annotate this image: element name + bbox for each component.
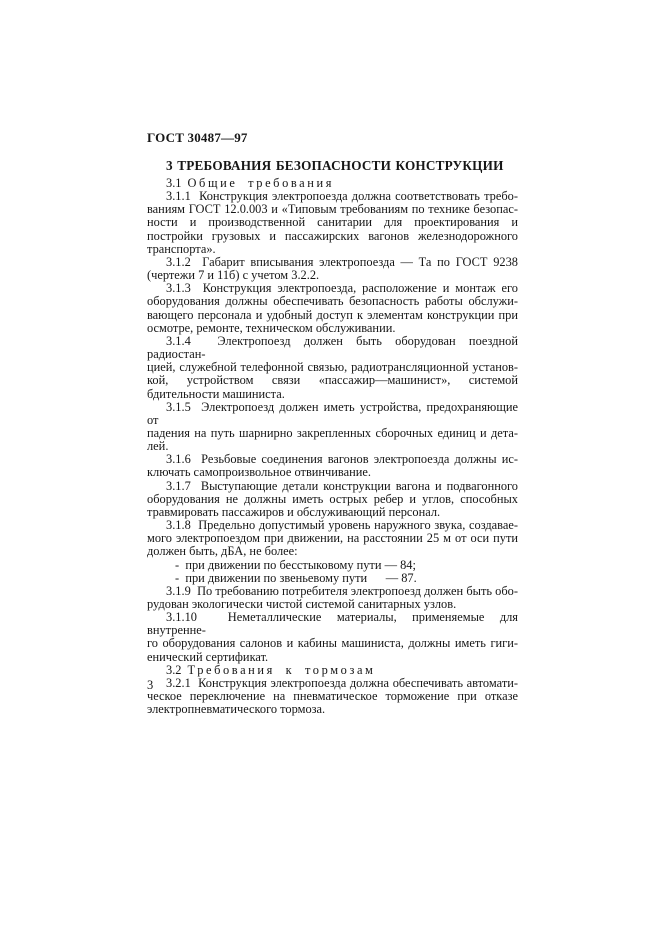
paragraph-line: травмировать пассажиров и обслуживающий персонал. [147, 504, 441, 519]
paragraph-line: электропневматического тормоза. [147, 702, 326, 717]
page-number: 3 [147, 678, 154, 692]
paragraph-line: 3.2.1 Конструкция электропоезда должна обеспечивать автомати- [166, 675, 518, 690]
paragraph-line: мого электропоездом при движении, на расстоянии 25 м от оси пути [147, 531, 518, 546]
paragraph-line: лей. [147, 439, 169, 454]
paragraph-line: должен быть, дБА, не более: [147, 544, 298, 559]
paragraph-line: 3.1.10 Неметаллические материалы, применяемые для внутренне- [147, 610, 518, 638]
paragraph-line: оборудования должны обеспечивать безопасность работы обслужи- [147, 294, 518, 309]
paragraph-line: рудован экологически чистой системой санитарных узлов. [147, 597, 457, 611]
document-body [147, 177, 518, 716]
running-header: ГОСТ 30487—97 [147, 130, 248, 145]
paragraph-line: цией, служебной телефонной связью, радиотрансляционной установ- [147, 360, 518, 375]
paragraph-line: вающего персонала и удобный доступ к элементам конструкции при [147, 307, 518, 322]
paragraph-line: 3.1.1 Конструкция электропоезда должна соответствовать требо- [166, 189, 518, 204]
paragraph-line: 3.1.7 Выступающие детали конструкции вагона и подвагонного [166, 478, 518, 493]
list-item-line: - при движении по звеньевому пути — 87. [175, 570, 417, 585]
list-item-line: - при движении по бесстыковому пути — 84; [175, 557, 416, 572]
paragraph-line: ческое переключение на пневматическое торможение при отказе [147, 689, 518, 704]
paragraph-line: 3.1.3 Конструкция электропоезда, расположение и монтаж его [166, 281, 518, 296]
paragraph-line: (чертежи 7 и 11б) с учетом 3.2.2. [147, 268, 320, 283]
subsection-number: 3.1 [166, 176, 182, 190]
paragraph-line: енический сертификат. [147, 649, 269, 664]
paragraph-line: ключать самопроизвольное отвинчивание. [147, 465, 371, 480]
paragraph-line: осмотре, ремонте, техническом обслуживании. [147, 320, 396, 335]
section-heading: 3 ТРЕБОВАНИЯ БЕЗОПАСНОСТИ КОНСТРУКЦИИ [166, 158, 504, 173]
paragraph-line: 3.1.9 По требованию потребителя электропоезд должен быть обо- [166, 583, 518, 598]
paragraph-line: го оборудования салонов и кабины машиниста, должны иметь гиги- [147, 636, 518, 651]
paragraph-line: 3.1.5 Электропоезд должен иметь устройства, предохраняющие от [147, 399, 518, 427]
subsection-heading [147, 664, 518, 677]
paragraph-line: транспорта». [147, 241, 216, 256]
paragraph-line: бдительности машиниста. [147, 386, 285, 401]
paragraph-line: кой, устройством связи «пассажир—машинист», системой [147, 373, 518, 388]
subsection-title: Общие требования [187, 176, 335, 190]
subsection-title: Требования к тормозам [187, 662, 376, 677]
paragraph-line: ваниям ГОСТ 12.0.003 и «Типовым требованиям по технике безопас- [147, 202, 518, 217]
paragraph-line: 3.1.8 Предельно допустимый уровень наружного звука, создавае- [166, 518, 518, 533]
paragraph-line: 3.1.6 Резьбовые соединения вагонов электропоезда должны ис- [166, 452, 518, 467]
paragraph-line: падения на путь шарнирно закрепленных сборочных единиц и дета- [147, 425, 518, 440]
paragraph-line: 3.1.4 Электропоезд должен быть оборудован поездной радиостан- [147, 333, 518, 362]
paragraph-line: постройки грузовых и пассажирских вагонов железнодорожного [147, 228, 518, 243]
paragraph-line: оборудования не должны иметь острых ребер и углов, способных [147, 491, 518, 506]
paragraph-line: ности и производственной санитарии для проектирования и [147, 215, 518, 230]
paragraph-line: 3.1.2 Габарит вписывания электропоезда — Та по ГОСТ 9238 [166, 254, 518, 269]
subsection-number: 3.2 [166, 662, 182, 677]
